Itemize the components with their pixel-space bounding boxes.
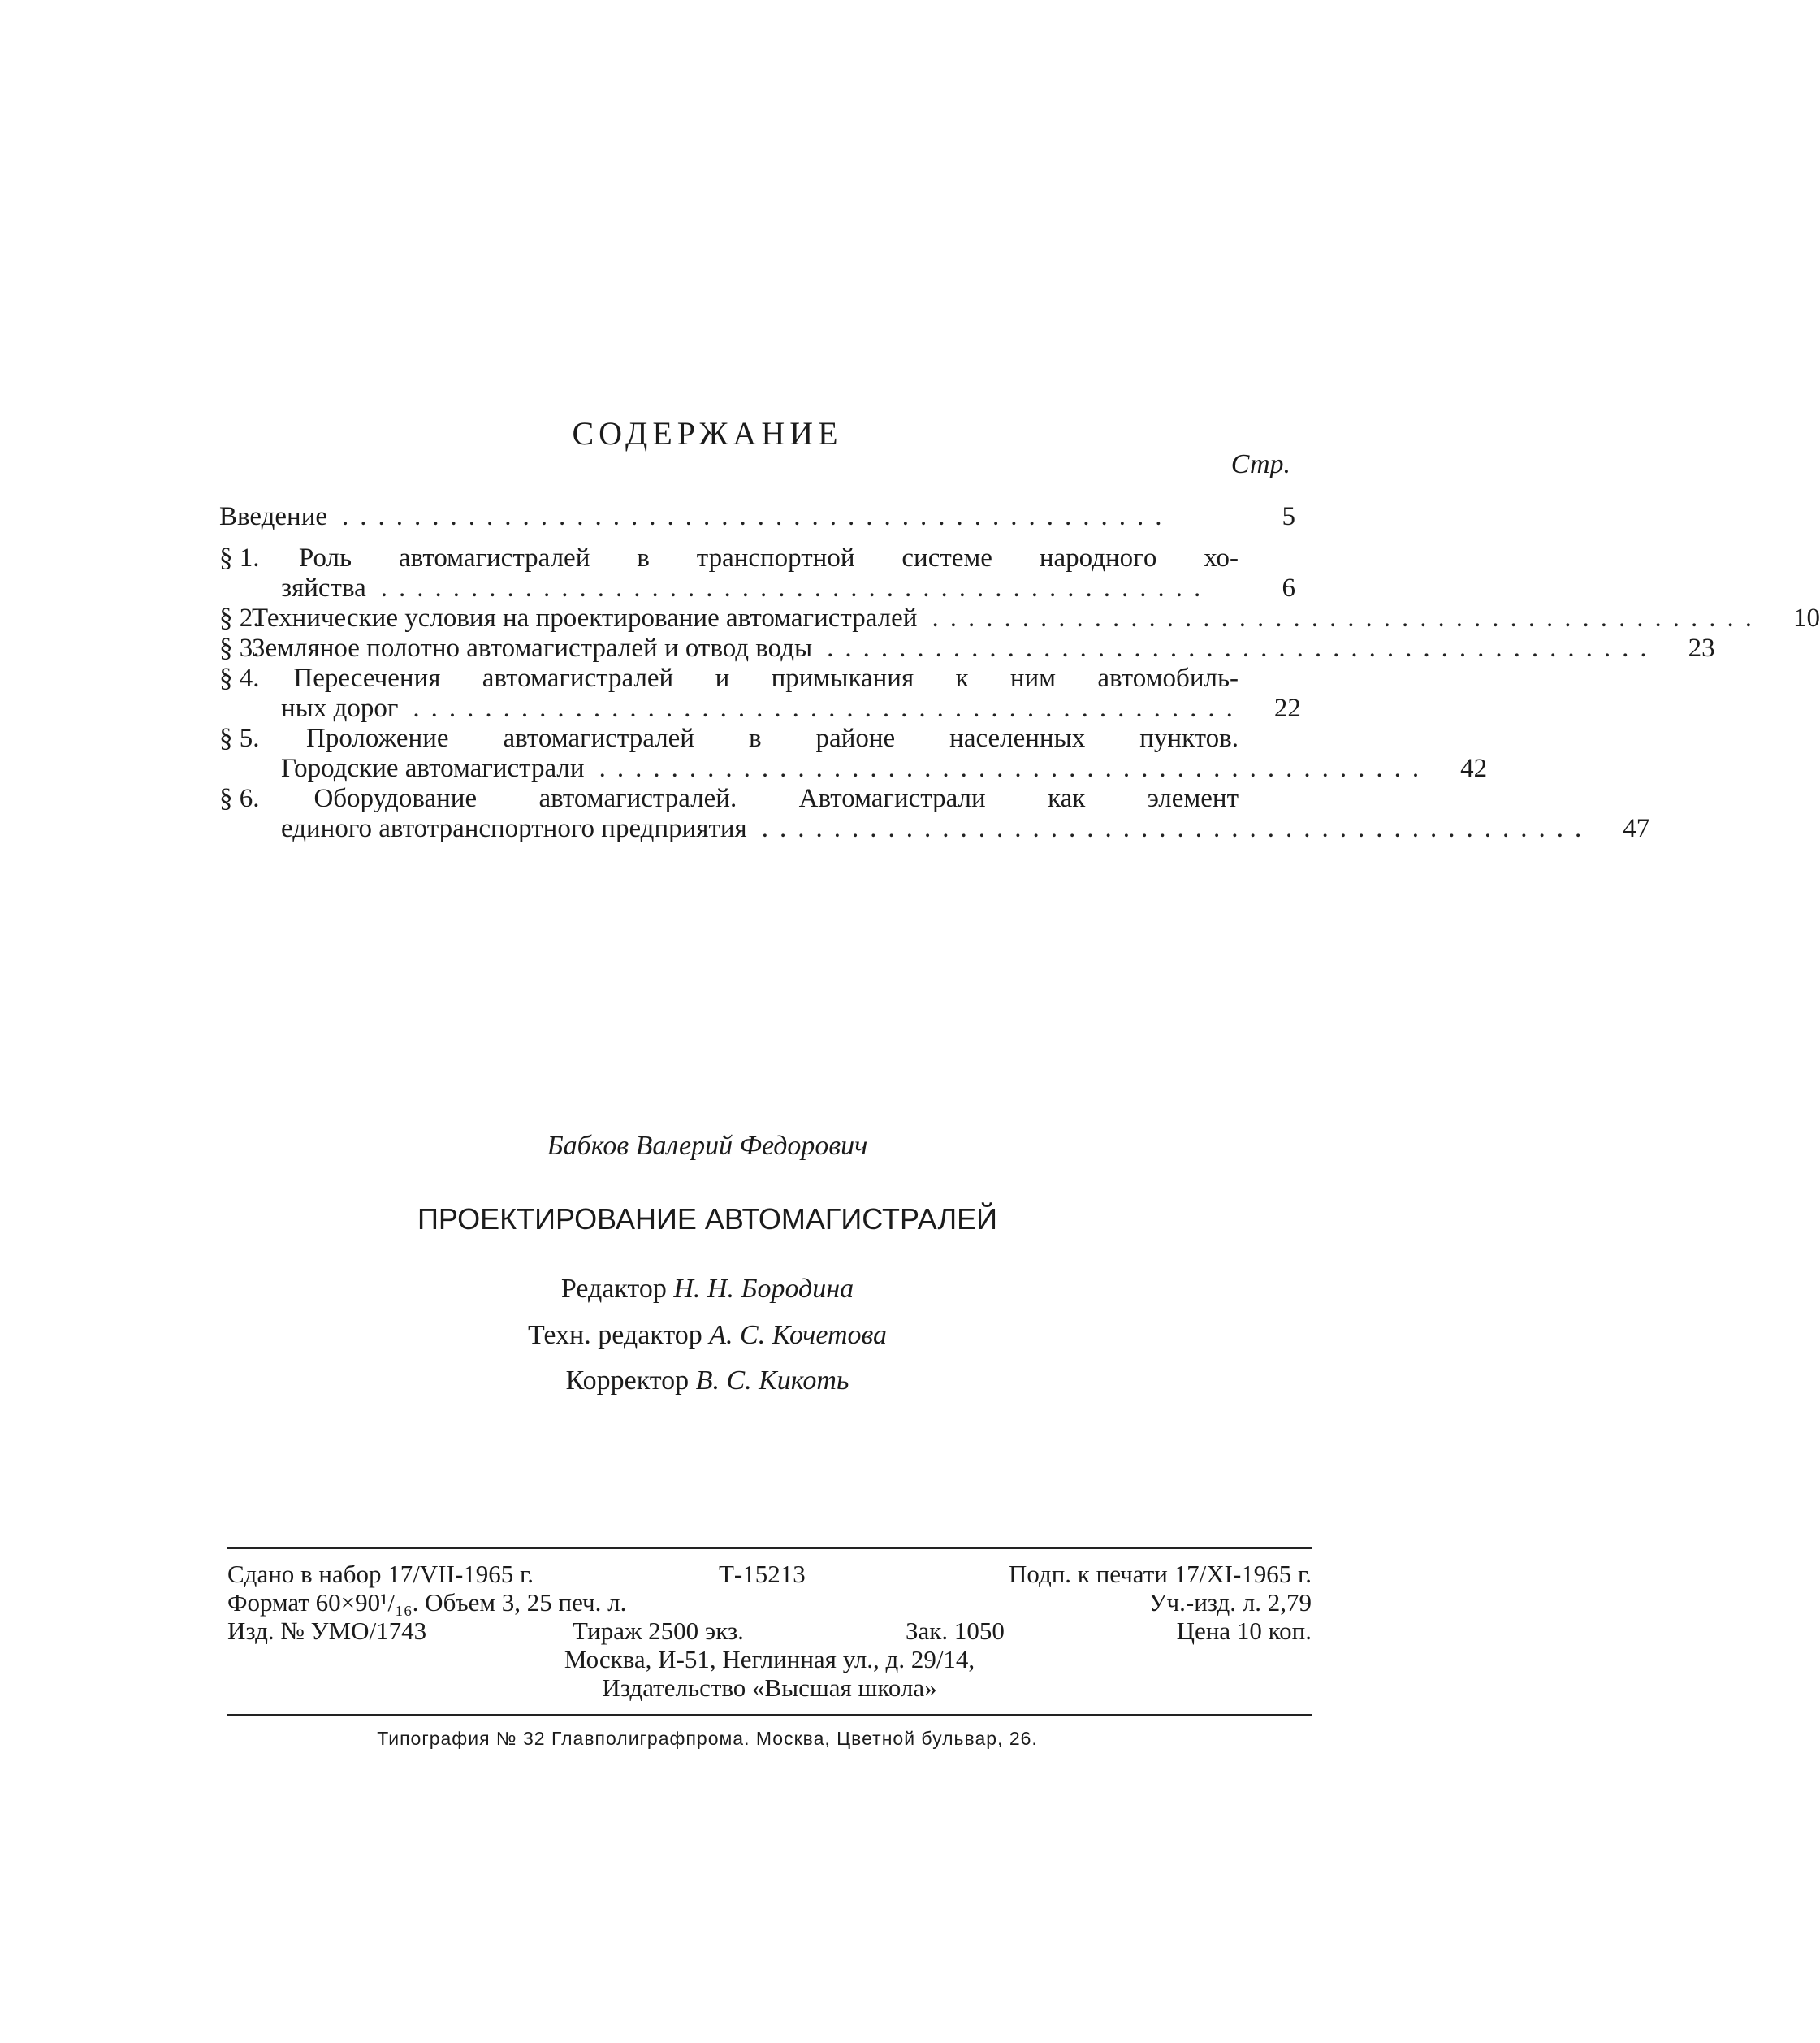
imprint-row-3: [227, 1617, 1312, 1645]
credit-person: В. С. Кикоть: [695, 1366, 849, 1396]
toc-entry-section-number: § 1.: [219, 543, 260, 573]
credit-person: Н. Н. Бородина: [673, 1274, 854, 1304]
toc-entry-title-line2: ных дорог: [281, 694, 399, 723]
toc-entry-section-1: [219, 543, 1295, 604]
toc-entry-page: 5: [1282, 502, 1295, 531]
dot-leader: ..............................................: [932, 604, 1763, 633]
credit-proofreader: [0, 1366, 1415, 1396]
imprint-format: Формат 60×90¹/₁₆. Объем 3, 25 печ. л.: [227, 1588, 627, 1617]
toc-entry-section-number: § 4.: [219, 664, 260, 693]
toc-entry-title-line2: единого автотранспортного предприятия: [281, 814, 747, 843]
toc-entry-section-4: [219, 664, 1301, 724]
toc-entry-section-6: [219, 784, 1650, 844]
credit-role: Редактор: [560, 1274, 667, 1304]
toc-entry-page: 10: [1792, 604, 1820, 633]
toc-entry-page: 42: [1460, 754, 1488, 783]
toc-entry-section-3: [219, 634, 1715, 664]
toc-entry-section-number: § 2.: [219, 604, 260, 633]
table-of-contents: [219, 502, 1820, 844]
toc-entry-section-2: [219, 604, 1820, 634]
toc-entry-page: 23: [1688, 634, 1715, 663]
toc-entry-title-line1: § 6. Оборудование автомагистралей. Автомагистрали как элемент: [219, 784, 1239, 813]
dot-leader: ..............................................: [827, 634, 1658, 663]
imprint-publication-no: Изд. № УМО/1743: [227, 1617, 427, 1645]
imprint-order-no: Зак. 1050: [906, 1617, 1005, 1645]
imprint-code: Т-15213: [719, 1560, 806, 1588]
toc-entry-page: 22: [1273, 694, 1301, 723]
contents-heading: СОДЕРЖАНИЕ: [572, 415, 843, 452]
imprint-publisher: Издательство «Высшая школа»: [602, 1673, 937, 1702]
imprint-row-2: [227, 1588, 1312, 1617]
toc-entry-title-line1: § 4. Пересечения автомагистралей и примыкания к ним автомобиль-: [219, 664, 1239, 693]
imprint-publisher-sheets: Уч.-изд. л. 2,79: [1148, 1588, 1312, 1617]
imprint-row-1: [227, 1560, 1312, 1588]
toc-entry-page: 6: [1282, 574, 1295, 603]
imprint-top-rule: [227, 1547, 1312, 1549]
toc-entry-section-number: § 6.: [219, 784, 260, 813]
toc-entry-title-line1: § 1. Роль автомагистралей в транспортной системе народного хо-: [219, 543, 1239, 573]
credit-editor: [0, 1274, 1415, 1305]
toc-entry-title: Технические условия на проектирование автомагистралей: [252, 604, 918, 633]
page-column-label: Стр.: [1230, 449, 1290, 479]
dot-leader: ..............................................: [599, 754, 1431, 783]
credit-role: Корректор: [565, 1366, 690, 1396]
dot-leader: ..............................................: [342, 502, 1174, 531]
imprint-signed-for-print: Подп. к печати 17/XI-1965 г.: [1008, 1560, 1312, 1588]
credit-tech-editor: [0, 1320, 1415, 1351]
toc-entry-title: Земляное полотно автомагистралей и отвод воды: [252, 634, 813, 663]
book-title: ПРОЕКТИРОВАНИЕ АВТОМАГИСТРАЛЕЙ: [417, 1202, 997, 1236]
toc-entry-title-line2: Городские автомагистрали: [281, 754, 585, 783]
dot-leader: ..............................................: [380, 574, 1213, 603]
toc-entry-introduction: [219, 502, 1295, 532]
author-name: Бабков Валерий Федорович: [547, 1131, 868, 1161]
toc-entry-section-5: [219, 724, 1488, 784]
toc-entry-section-number: § 3.: [219, 634, 260, 663]
imprint-print-run: Тираж 2500 экз.: [573, 1617, 744, 1645]
toc-entry-title: Введение: [219, 502, 328, 531]
toc-entry-page: 47: [1623, 814, 1650, 843]
imprint-block: [227, 1560, 1312, 1702]
credit-person: А. С. Кочетова: [709, 1320, 888, 1350]
imprint-bottom-rule: [227, 1714, 1312, 1716]
toc-entry-section-number: § 5.: [219, 724, 260, 753]
credit-role: Техн. редактор: [527, 1320, 702, 1350]
toc-entry-title-line1: § 5. Проложение автомагистралей в районе населенных пунктов.: [219, 724, 1239, 753]
imprint-sent-to-typesetting: Сдано в набор 17/VII-1965 г.: [227, 1560, 534, 1588]
printer-line: Типография № 32 Главполиграфпрома. Москва, Цветной бульвар, 26.: [377, 1728, 1038, 1749]
dot-leader: ..............................................: [761, 814, 1593, 843]
imprint-price: Цена 10 коп.: [1176, 1617, 1312, 1645]
dot-leader: ..............................................: [413, 694, 1244, 723]
toc-entry-title-line2: зяйства: [281, 574, 366, 603]
imprint-address: Москва, И-51, Неглинная ул., д. 29/14,: [564, 1645, 975, 1673]
